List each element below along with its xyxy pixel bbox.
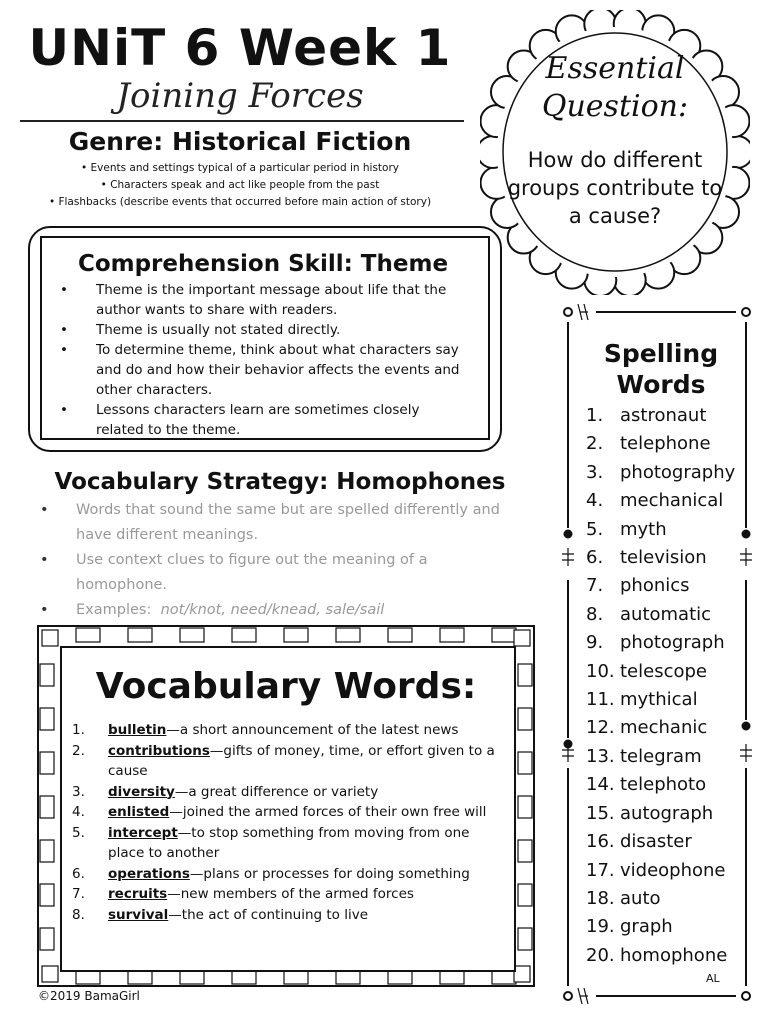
vocab-strategy-bullet: • Use context clues to figure out the meaning of a homophone. bbox=[40, 548, 520, 598]
spelling-word: telescope bbox=[620, 660, 707, 682]
comprehension-bullet: • Lessons characters learn are sometimes closely related to the theme. bbox=[60, 400, 470, 440]
spelling-word: mythical bbox=[620, 689, 698, 711]
comprehension-bullet: • Theme is the important message about life that the author wants to share with readers. bbox=[60, 280, 470, 320]
spelling-word: telephone bbox=[620, 433, 711, 455]
border-rung bbox=[40, 840, 54, 862]
spelling-word-item bbox=[586, 942, 746, 970]
vocab-word-term: survival bbox=[108, 906, 169, 923]
border-rung bbox=[492, 970, 516, 984]
spelling-word: autograph bbox=[620, 802, 714, 824]
vocab-word-number: 2. bbox=[72, 742, 85, 759]
vocab-word-definition: —to stop something from moving from one place to another bbox=[108, 824, 470, 861]
border-rung bbox=[518, 752, 532, 774]
spelling-word-number: 13. bbox=[586, 745, 615, 767]
spelling-word: phonics bbox=[620, 575, 690, 597]
spelling-heading-line: Words bbox=[616, 370, 706, 399]
vocab-word-term: intercept bbox=[108, 824, 178, 841]
page-subtitle: Joining Forces bbox=[116, 76, 364, 116]
spelling-word-number: 3. bbox=[586, 461, 604, 483]
border-rung bbox=[336, 628, 360, 642]
vocab-word-definition: —gifts of money, time, or effort given to a cause bbox=[108, 742, 495, 779]
spelling-word-item bbox=[586, 658, 746, 686]
spelling-word-item bbox=[586, 572, 746, 600]
vocab-word-term: contributions bbox=[108, 742, 210, 759]
spelling-word-number: 15. bbox=[586, 802, 615, 824]
spelling-word-number: 6. bbox=[586, 547, 604, 569]
spelling-word-item bbox=[586, 913, 746, 941]
border-rung bbox=[232, 628, 256, 642]
vocab-strategy-heading: Vocabulary Strategy: Homophones bbox=[54, 469, 506, 495]
vocab-strategy-examples bbox=[40, 598, 520, 623]
vocab-word-number: 8. bbox=[72, 906, 85, 923]
genre-bullet: • Events and settings typical of a particular period in history bbox=[0, 160, 480, 177]
border-rung bbox=[388, 628, 412, 642]
essential-question-text: How do different groups contribute to a cause? bbox=[507, 148, 723, 228]
vocab-word-term: diversity bbox=[108, 783, 175, 800]
vocab-word-item bbox=[72, 905, 502, 926]
vocab-word-item bbox=[72, 823, 502, 864]
vocab-word-number: 5. bbox=[72, 824, 85, 841]
spelling-word: automatic bbox=[620, 603, 712, 625]
border-rung bbox=[388, 970, 412, 984]
vocab-word-term: bulletin bbox=[108, 722, 167, 738]
spelling-word-number: 14. bbox=[586, 774, 615, 796]
vocab-word-definition: —new members of the armed forces bbox=[167, 886, 414, 902]
vocab-word-definition: —plans or processes for doing something bbox=[189, 865, 470, 882]
border-rung bbox=[180, 970, 204, 984]
border-rung bbox=[40, 708, 54, 730]
vocab-word-number: 3. bbox=[72, 783, 85, 800]
comprehension-heading: Comprehension Skill: Theme bbox=[77, 251, 449, 277]
border-rung bbox=[40, 752, 54, 774]
vocab-word-item bbox=[72, 782, 502, 803]
border-rung bbox=[514, 966, 530, 982]
border-rung bbox=[42, 630, 58, 646]
spelling-word-item bbox=[586, 487, 746, 515]
border-rung bbox=[40, 796, 54, 818]
spelling-word: television bbox=[620, 547, 707, 569]
vocab-word-term: operations bbox=[108, 865, 190, 882]
vocab-word-term: recruits bbox=[108, 886, 168, 902]
examples-words: not/knot, need/knead, sale/sail bbox=[160, 602, 385, 618]
spelling-word: telegram bbox=[620, 745, 702, 767]
border-rung bbox=[518, 708, 532, 730]
genre-bullet: • Characters speak and act like people from the past bbox=[0, 177, 480, 194]
vocab-word-definition: —a short announcement of the latest news bbox=[166, 722, 459, 738]
border-rung bbox=[40, 884, 54, 906]
spelling-word: homophone bbox=[620, 944, 728, 966]
spelling-word-number: 16. bbox=[586, 831, 615, 853]
vocab-word-item bbox=[72, 802, 502, 823]
spelling-word-number: 8. bbox=[586, 603, 604, 625]
border-rung bbox=[518, 796, 532, 818]
spelling-word-item bbox=[586, 516, 746, 544]
spelling-word-item bbox=[586, 828, 746, 856]
spelling-word-number: 7. bbox=[586, 575, 604, 597]
spelling-word-number: 9. bbox=[586, 632, 604, 654]
vocab-word-number: 7. bbox=[72, 886, 85, 902]
border-rung bbox=[76, 970, 100, 984]
spelling-word: astronaut bbox=[620, 405, 707, 426]
border-rung bbox=[284, 628, 308, 642]
genre-bullet: • Flashbacks (describe events that occurred before main action of story) bbox=[0, 194, 480, 211]
spelling-word-number: 18. bbox=[586, 887, 615, 909]
spelling-word-item bbox=[586, 800, 746, 828]
vocab-word-definition: —the act of continuing to live bbox=[168, 906, 369, 923]
essential-question-title-line: Question: bbox=[541, 89, 689, 124]
spelling-word-number: 11. bbox=[586, 689, 615, 711]
essential-question-title bbox=[500, 50, 730, 126]
spelling-word-number: 1. bbox=[586, 405, 604, 426]
vocab-strategy-bullet-list bbox=[40, 498, 520, 623]
vocab-word-definition: —joined the armed forces of their own free will bbox=[169, 804, 487, 820]
spelling-word-item bbox=[586, 885, 746, 913]
border-rung bbox=[40, 928, 54, 950]
border-rung bbox=[440, 628, 464, 642]
spelling-heading-line: Spelling bbox=[603, 339, 719, 368]
spelling-word-item bbox=[586, 771, 746, 799]
border-rung bbox=[518, 664, 532, 686]
border-rung bbox=[180, 628, 204, 642]
spelling-word-number: 12. bbox=[586, 717, 615, 739]
page-title: UNiT 6 Week 1 bbox=[28, 19, 452, 77]
spelling-word: myth bbox=[620, 518, 667, 540]
border-rung bbox=[128, 970, 152, 984]
border-rung bbox=[40, 664, 54, 686]
spelling-word: mechanical bbox=[620, 490, 724, 512]
essential-question-title-line: Essential bbox=[545, 51, 685, 86]
vocab-word-item bbox=[72, 864, 502, 885]
border-rung bbox=[518, 928, 532, 950]
spelling-word-item bbox=[586, 629, 746, 657]
spelling-word-item bbox=[586, 601, 746, 629]
border-rung bbox=[518, 840, 532, 862]
vocab-words-heading: Vocabulary Words: bbox=[95, 666, 477, 707]
spelling-word: telephoto bbox=[620, 774, 707, 796]
vocab-word-item bbox=[72, 884, 502, 905]
genre-heading: Genre: Historical Fiction bbox=[68, 127, 412, 156]
vocab-word-number: 4. bbox=[72, 804, 85, 820]
examples-label: Examples: bbox=[76, 602, 152, 618]
vocab-word-number: 1. bbox=[72, 722, 85, 738]
spelling-word-number: 19. bbox=[586, 916, 615, 938]
border-rung bbox=[518, 884, 532, 906]
border-rung bbox=[336, 970, 360, 984]
spelling-heading bbox=[586, 338, 736, 400]
spelling-word: photograph bbox=[620, 632, 725, 654]
spelling-word-item bbox=[586, 857, 746, 885]
spelling-word: mechanic bbox=[620, 717, 708, 739]
spelling-word: videophone bbox=[620, 859, 726, 881]
spelling-word-number: 2. bbox=[586, 433, 604, 455]
border-rung bbox=[440, 970, 464, 984]
spelling-word: graph bbox=[620, 916, 673, 938]
vocab-word-number: 6. bbox=[72, 865, 85, 882]
border-rung bbox=[284, 970, 308, 984]
genre-bullet-list bbox=[0, 160, 480, 211]
comprehension-bullet: • Theme is usually not stated directly. bbox=[60, 320, 470, 340]
spelling-word-item bbox=[586, 714, 746, 742]
border-rung bbox=[76, 628, 100, 642]
title-divider bbox=[20, 120, 464, 122]
spelling-word-number: 17. bbox=[586, 859, 615, 881]
vocab-words-list bbox=[72, 720, 502, 925]
spelling-word: disaster bbox=[620, 831, 692, 853]
spelling-word: photography bbox=[620, 461, 736, 483]
spelling-word-number: 10. bbox=[586, 660, 615, 682]
spelling-word: auto bbox=[620, 887, 661, 909]
spelling-word-number: 4. bbox=[586, 490, 604, 512]
spelling-word-item bbox=[586, 402, 746, 430]
vocab-strategy-bullet: • Words that sound the same but are spelled differently and have different meanings. bbox=[40, 498, 520, 548]
author-initials: AL bbox=[706, 972, 720, 985]
border-rung bbox=[128, 628, 152, 642]
comprehension-bullet-list bbox=[60, 280, 470, 440]
spelling-word-number: 20. bbox=[586, 944, 615, 966]
spelling-word-item bbox=[586, 544, 746, 572]
vocab-word-item bbox=[72, 741, 502, 782]
border-rung bbox=[232, 970, 256, 984]
copyright-text: ©2019 BamaGirl bbox=[38, 989, 140, 1003]
spelling-word-number: 5. bbox=[586, 518, 604, 540]
vocab-word-item bbox=[72, 720, 502, 741]
border-rung bbox=[42, 966, 58, 982]
spelling-word-item bbox=[586, 743, 746, 771]
border-rung bbox=[492, 628, 516, 642]
vocab-word-definition: —a great difference or variety bbox=[174, 783, 379, 800]
spelling-list bbox=[586, 402, 746, 970]
spelling-word-item bbox=[586, 430, 746, 458]
vocab-word-term: enlisted bbox=[108, 804, 170, 820]
spelling-word-item bbox=[586, 459, 746, 487]
spelling-word-item bbox=[586, 686, 746, 714]
border-rung bbox=[514, 630, 530, 646]
comprehension-bullet: • To determine theme, think about what characters say and do and how their behavior affects the events and other characters. bbox=[60, 340, 470, 400]
